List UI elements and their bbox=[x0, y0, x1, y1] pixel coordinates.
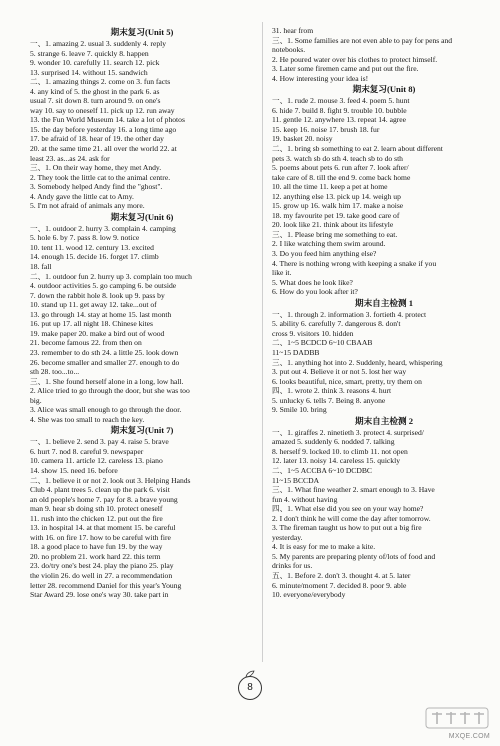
leaf-icon bbox=[245, 670, 255, 678]
answer-line: 11. rush into the chicken 12. put out the fire bbox=[30, 513, 163, 523]
answer-line: 4. any kind of 5. the ghost in the park 6. as bbox=[30, 86, 160, 96]
answer-line: 13. surprised 14. without 15. sandwich bbox=[30, 67, 148, 77]
answer-line: 15. grow up 16. walk him 17. make a noise bbox=[272, 201, 404, 211]
answer-line: 12. anything else 13. pick up 14. weigh up bbox=[272, 191, 401, 201]
answer-line: 2. I don't think he will come the day after tomorrow. bbox=[272, 513, 431, 523]
answer-line: 二、1~5 ACCBA 6~10 DCDBC bbox=[272, 465, 372, 475]
answer-line: 13. in hospital 14. at that moment 15. be careful bbox=[30, 523, 176, 533]
answer-line: 10. stand up 11. get away 12. take...out of bbox=[30, 300, 157, 310]
answer-line: 二、1~5 BCDCD 6~10 CBAAB bbox=[272, 338, 373, 348]
answer-line: 17. be afraid of 18. hear of 19. the other day bbox=[30, 134, 164, 144]
answer-line: 13. go through 14. stay at home 15. last month bbox=[30, 309, 172, 319]
answer-line: 18. my favourite pet 19. take good care of bbox=[272, 210, 400, 220]
answer-line: 3. Do you feed him anything else? bbox=[272, 249, 377, 259]
section-title: 期末复习(Unit 8) bbox=[352, 84, 416, 95]
answer-line: 21. become famous 22. from then on bbox=[30, 338, 142, 348]
answer-line: an old people's home 7. pay for 8. a brave young bbox=[30, 494, 178, 504]
answer-line: 20. at the same time 21. all over the world 22. at bbox=[30, 144, 177, 154]
answer-line: 5. I'm not afraid of animals any more. bbox=[30, 201, 145, 211]
answer-line: 一、1. amazing 2. usual 3. suddenly 4. reply bbox=[30, 39, 167, 48]
answer-line: 2. Alice tried to go through the door, but she was too bbox=[30, 386, 190, 396]
answer-line: 23. do/try one's best 24. play the piano 25. play bbox=[30, 561, 174, 571]
answer-line: pets 3. watch sb do sth 4. teach sb to do sth bbox=[272, 153, 403, 163]
answer-line: 15. keep 16. noise 17. brush 18. fur bbox=[272, 124, 380, 134]
answer-line: way 10. say to oneself 11. pick up 12. run away bbox=[30, 105, 175, 115]
answer-line: 三、1. On their way home, they met Andy. bbox=[30, 163, 162, 173]
answer-line: 三、1. anything hot into 2. Suddenly, heard, whispering bbox=[272, 357, 443, 367]
answer-line: 5. ability 6. carefully 7. dangerous 8. don't bbox=[272, 319, 401, 329]
answer-line: like it. bbox=[272, 268, 292, 278]
answer-line: notebooks. bbox=[272, 45, 306, 55]
answer-line: 12. later 13. noisy 14. careless 15. quickly bbox=[272, 456, 401, 466]
answer-line: 14. show 15. need 16. before bbox=[30, 465, 118, 475]
answer-line: 四、1. wrote 2. think 3. reasons 4. hurt bbox=[272, 386, 392, 396]
answer-line: 一、1. rude 2. mouse 3. feed 4. poem 5. hunt bbox=[272, 96, 410, 106]
answer-line: 19. make paper 20. make a bird out of wood bbox=[30, 328, 165, 338]
watermark-url: MXQE.COM bbox=[448, 733, 490, 740]
answer-line: 11~15 BCCDA bbox=[272, 475, 320, 485]
answer-line: 一、1. outdoor 2. hurry 3. complain 4. camping bbox=[30, 223, 176, 233]
section-title: 期末复习(Unit 7) bbox=[110, 425, 174, 436]
answer-line: 18. a good place to have fun 19. by the way bbox=[30, 542, 163, 552]
answer-line: 8. herself 9. locked 10. to climb 11. not open bbox=[272, 446, 408, 456]
page-number bbox=[238, 676, 262, 700]
answer-line: 5. hole 6. by 7. pass 8. low 9. notice bbox=[30, 233, 140, 243]
answer-line: 4. outdoor activities 5. go camping 6. be outside bbox=[30, 281, 177, 291]
answer-line: 4. It is easy for me to make a kite. bbox=[272, 542, 376, 552]
answer-line: 11~15 DADBB bbox=[272, 347, 320, 357]
answer-line: 10. tent 11. wood 12. century 13. excited bbox=[30, 242, 154, 252]
answer-line: least 23. as...as 24. ask for bbox=[30, 153, 110, 163]
answer-line: 2. He poured water over his clothes to protect himself. bbox=[272, 54, 438, 64]
answer-line: 6. hurt 7. nod 8. careful 9. newspaper bbox=[30, 446, 144, 456]
answer-line: usual 7. sit down 8. turn around 9. on one's bbox=[30, 96, 161, 106]
answer-line: big. bbox=[30, 395, 42, 405]
answer-line: 4. She was too small to reach the key. bbox=[30, 414, 145, 424]
answer-line: letter 28. recommend Daniel for this year's Young bbox=[30, 580, 182, 590]
answer-line: 3. Alice was small enough to go through the door. bbox=[30, 405, 182, 415]
left-column bbox=[30, 26, 254, 600]
answer-line: 18. fall bbox=[30, 262, 52, 272]
answer-line: 10. everyone/everybody bbox=[272, 590, 346, 600]
answer-line: Club 4. plant trees 5. clean up the park 6. visit bbox=[30, 485, 170, 495]
answer-line: 31. hear from bbox=[272, 26, 314, 35]
answer-line: 9. Smile 10. bring bbox=[272, 405, 327, 415]
answer-line: 三、1. Please bring me something to eat. bbox=[272, 229, 398, 239]
answer-line: 16. put up 17. all night 18. Chinese kites bbox=[30, 319, 153, 329]
answer-line: 26. become smaller and smaller 27. enough to do bbox=[30, 357, 180, 367]
answer-line: yesterday. bbox=[272, 532, 303, 542]
answer-line: 4. There is nothing wrong with keeping a snake if you bbox=[272, 258, 437, 268]
answer-line: 23. remember to do sth 24. a little 25. look down bbox=[30, 347, 179, 357]
answer-line: amazed 5. suddenly 6. nodded 7. talking bbox=[272, 437, 395, 447]
answer-line: 3. put out 4. Believe it or not 5. lost her way bbox=[272, 367, 407, 377]
answer-line: man 9. hear sb doing sth 10. protect oneself bbox=[30, 504, 163, 514]
answer-line: sth 28. too...to... bbox=[30, 367, 80, 377]
answer-line: 一、1. through 2. information 3. fortieth 4. protect bbox=[272, 309, 427, 319]
answer-line: 五、1. Before 2. don't 3. thought 4. at 5. later bbox=[272, 570, 411, 580]
answer-line: 三、1. What fine weather 2. smart enough to 3. Have bbox=[272, 485, 435, 495]
answer-line: 5. poems about pets 6. run after 7. look after/ bbox=[272, 163, 409, 173]
right-column bbox=[272, 26, 496, 600]
answer-line: 10. all the time 11. keep a pet at home bbox=[272, 182, 388, 192]
answer-line: 15. the day before yesterday 16. a long time ago bbox=[30, 124, 177, 134]
answer-line: 3. The fireman taught us how to put out a big fire bbox=[272, 523, 422, 533]
answer-line: drinks for us. bbox=[272, 561, 313, 571]
answer-line: 10. camera 11. article 12. careless 13. piano bbox=[30, 456, 163, 466]
answer-line: fun 4. without having bbox=[272, 494, 338, 504]
answer-line: 7. down the rabbit hole 8. look up 9. pass by bbox=[30, 290, 165, 300]
answer-line: 11. gentle 12. anywhere 13. repeat 14. agree bbox=[272, 115, 407, 125]
answer-line: 三、1. Some families are not even able to pay for pens and bbox=[272, 35, 453, 45]
answer-line: 二、1. amazing things 2. come on 3. fun facts bbox=[30, 77, 171, 87]
answer-line: the violin 26. do well in 27. a recommendation bbox=[30, 570, 173, 580]
answer-line: 6. looks beautiful, nice, smart, pretty, try them on bbox=[272, 376, 422, 386]
answer-line: 5. My parents are preparing plenty of/lots of food and bbox=[272, 551, 436, 561]
answer-line: 6. hide 7. build 8. fight 9. trouble 10. bubble bbox=[272, 105, 407, 115]
answer-line: 5. unlucky 6. tells 7. Being 8. anyone bbox=[272, 395, 386, 405]
answer-line: 14. enough 15. decide 16. forget 17. climb bbox=[30, 252, 159, 262]
answer-line: 6. minute/moment 7. decided 8. poor 9. able bbox=[272, 580, 407, 590]
section-title: 期末自主检测 1 bbox=[354, 297, 413, 308]
section-title: 期末复习(Unit 5) bbox=[110, 27, 174, 37]
answer-line: 19. basket 20. noisy bbox=[272, 134, 333, 144]
answer-line: 三、1. She found herself alone in a long, low hall. bbox=[30, 376, 184, 386]
answer-line: 4. How interesting your idea is! bbox=[272, 73, 369, 83]
answer-line: 四、1. What else did you see on your way home? bbox=[272, 504, 424, 514]
answer-line: 4. Andy gave the little cat to Amy. bbox=[30, 191, 134, 201]
answer-line: 20. look like 21. think about its lifestyle bbox=[272, 220, 394, 230]
answer-line: 13. the Fun World Museum 14. take a lot of photos bbox=[30, 115, 185, 125]
section-title: 期末复习(Unit 6) bbox=[110, 211, 174, 222]
answer-line: 一、1. giraffes 2. ninetieth 3. protect 4. surprised/ bbox=[272, 427, 424, 437]
answer-line: 20. no problem 21. work hard 22. this term bbox=[30, 551, 161, 561]
answer-line: 二、1. bring sb something to eat 2. learn about different bbox=[272, 144, 443, 154]
column-divider bbox=[262, 22, 263, 662]
answer-line: 一、1. believe 2. send 3. pay 4. raise 5. brave bbox=[30, 437, 169, 447]
answer-line: 二、1. outdoor fun 2. hurry up 3. complain too much bbox=[30, 271, 192, 281]
answer-line: 二、1. believe it or not 2. look out 3. Helping Hands bbox=[30, 475, 191, 485]
answer-line: 3. Later some firemen came and put out the fire. bbox=[272, 64, 419, 74]
page-number-text: 8 bbox=[247, 682, 253, 693]
answer-line: 3. Somebody helped Andy find the "ghost". bbox=[30, 182, 163, 192]
answer-line: take care of 8. till the end 9. come back home bbox=[272, 172, 411, 182]
answer-line: 2. They took the little cat to the animal centre. bbox=[30, 172, 171, 182]
answer-line: 6. How do you look after it? bbox=[272, 287, 358, 297]
section-title: 期末自主检测 2 bbox=[354, 415, 413, 426]
answer-line: 2. I like watching them swim around. bbox=[272, 239, 386, 249]
answer-line: 5. What does he look like? bbox=[272, 277, 353, 287]
answer-line: 9. wonder 10. carefully 11. search 12. pick bbox=[30, 58, 160, 68]
answer-line: with 16. on fire 17. how to be careful with fire bbox=[30, 532, 171, 542]
answer-line: 5. strange 6. leave 7. quickly 8. happen bbox=[30, 48, 149, 58]
answer-line: Star Award 29. lose one's way 30. take part in bbox=[30, 590, 169, 600]
answer-line: cross 9. visitors 10. hidden bbox=[272, 328, 354, 338]
